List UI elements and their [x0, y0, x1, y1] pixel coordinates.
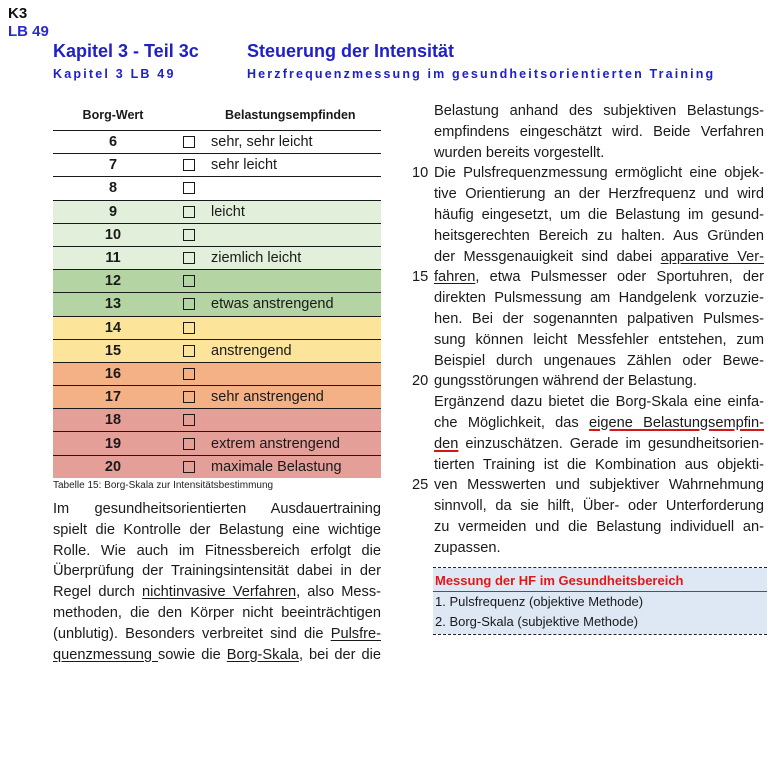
column-header-perception: Belastungsempfinden — [225, 108, 356, 122]
text-segment: , also Mess- — [296, 584, 381, 601]
text-line: wurden bereits vorgestellt. — [434, 144, 605, 161]
text-segment: che Möglichkeit, das — [434, 414, 590, 431]
borg-value: 15 — [104, 342, 122, 359]
text-line: zupassen. — [434, 539, 501, 556]
line-number: 20 — [412, 373, 429, 390]
borg-value: 8 — [108, 180, 118, 197]
text-line: Im gesundheitsorientierten Ausdauertraining — [53, 501, 381, 517]
text-segment: , etwa Pulsmesser oder Sportuhren, der — [475, 269, 764, 286]
info-box-title: Messung der HF im Gesundheitsbereich — [433, 568, 767, 592]
table-row — [53, 130, 381, 153]
checkbox[interactable] — [183, 391, 195, 403]
underlined-term-borg-skala: Borg-Skala — [226, 646, 299, 663]
underlined-term-pulsfrequenzmessung-cont: quenzmessung — [53, 646, 158, 663]
borg-value: 16 — [104, 365, 122, 382]
borg-value: 11 — [105, 250, 121, 267]
table-row — [53, 455, 381, 478]
perception-label: ziemlich leicht — [211, 250, 302, 267]
text-line: tive Orientierung an der Herzfrequenz und wird — [434, 186, 764, 203]
perception-label: sehr, sehr leicht — [211, 134, 313, 151]
checkbox[interactable] — [183, 159, 195, 171]
info-box-content — [433, 568, 767, 634]
text-line: häufig eingesetzt, um die Belastung im gesund- — [434, 206, 764, 223]
text-line — [53, 582, 381, 603]
dashed-divider-bottom — [433, 634, 767, 635]
text-line: zu vermeiden und die Belastung individuell an- — [434, 518, 764, 535]
underlined-term-apparative-verfahren: apparative Ver- — [660, 248, 764, 265]
table-row — [53, 339, 381, 362]
text-line: Belastung anhand des subjektiven Belastungs- — [434, 103, 764, 119]
text-line: sung können leicht Messfehler entstehen, zum — [434, 331, 764, 348]
text-line: Ergänzend dazu bietet die Borg-Skala eine einfa- — [434, 394, 764, 411]
table-row — [53, 385, 381, 408]
borg-value: 18 — [104, 412, 122, 429]
info-box-item: 2. Borg-Skala (subjektive Methode) — [435, 614, 639, 629]
text-segment: der Messgenauigkeit sind dabei — [434, 248, 661, 265]
body-text-right — [412, 101, 765, 559]
table-row — [53, 316, 381, 339]
text-line: methoden, die den Körper nicht beeinträchtigen — [53, 604, 381, 621]
checkbox[interactable] — [183, 322, 195, 334]
text-segment: einzuschätzen. Gerade im gesundheitsorien- — [458, 435, 764, 452]
table-header — [53, 100, 381, 130]
text-line — [53, 645, 381, 666]
text-line: hen. Bei der sogenannten palpativen Pulsmes- — [434, 310, 764, 327]
text-segment: Die Pulsfrequenzmessung ermöglicht eine objek- — [434, 165, 764, 182]
text-segment: gungsstörungen während der Belastung. — [434, 373, 697, 390]
perception-label: sehr anstrengend — [211, 389, 324, 406]
table-row — [53, 292, 381, 315]
perception-label: extrem anstrengend — [211, 435, 340, 452]
borg-value: 12 — [104, 273, 122, 290]
table-row — [53, 200, 381, 223]
borg-value: 6 — [108, 134, 118, 151]
corner-chapter-code: K3 — [8, 5, 28, 22]
text-line — [412, 163, 764, 184]
underlined-term-nichtinvasive-verfahren: nichtinvasive Verfahren — [142, 584, 297, 601]
text-line: sinnvoll, da sie hilft, Über- oder Unterforderung — [434, 498, 764, 515]
table-row — [53, 269, 381, 292]
borg-value: 20 — [104, 458, 122, 475]
line-number: 10 — [412, 165, 429, 182]
text-segment: sowie die — [157, 646, 227, 663]
checkbox[interactable] — [183, 182, 195, 194]
table-row — [53, 246, 381, 269]
corner-page-code: LB 49 — [8, 23, 49, 40]
chapter-subheading: Kapitel 3 LB 49 — [53, 67, 176, 81]
borg-value: 17 — [104, 389, 122, 406]
checkbox[interactable] — [183, 136, 195, 148]
checkbox[interactable] — [183, 298, 195, 310]
info-box-item: 1. Pulsfrequenz (objektive Methode) — [435, 594, 644, 609]
text-line: empfindens eingeschätzt wird. Beide Verfahren — [434, 123, 764, 140]
red-underlined-term-belastungsempfinden-cont: den — [434, 435, 459, 452]
text-segment: Regel durch — [53, 584, 143, 601]
table-row — [53, 431, 381, 454]
perception-label: sehr leicht — [211, 157, 278, 174]
text-line — [434, 434, 764, 455]
checkbox[interactable] — [183, 252, 195, 264]
table-row — [53, 223, 381, 246]
text-segment: ven Messwerten und subjektiver Wahrnehmung — [434, 477, 764, 494]
borg-value: 7 — [108, 157, 118, 174]
text-line: heitsgerechten Bereich zu halten. Aus Gründen — [434, 227, 764, 244]
text-segment: (unblutig). Besonders verbreitet sind die — [53, 625, 331, 642]
checkbox[interactable] — [183, 275, 195, 287]
text-line: direkten Pulsmessung am Handgelenk vorzuzie- — [434, 290, 764, 307]
text-line — [412, 475, 764, 496]
checkbox[interactable] — [183, 368, 195, 380]
text-line: tierten Training ist die Kombination aus objekti- — [434, 456, 764, 473]
borg-scale-table — [53, 100, 381, 478]
text-line: spielt die Kontrolle der Belastung eine wichtige — [53, 521, 381, 538]
checkbox[interactable] — [183, 229, 195, 241]
perception-label: etwas anstrengend — [211, 296, 334, 313]
info-box-hf-measurement — [433, 567, 767, 635]
table-row — [53, 176, 381, 199]
table-row — [53, 362, 381, 385]
checkbox[interactable] — [183, 461, 195, 473]
red-underlined-term-belastungsempfinden: eigene Belastungsempfin- — [589, 414, 765, 431]
text-segment: , bei der die — [298, 646, 381, 663]
table-row — [53, 153, 381, 176]
checkbox[interactable] — [183, 206, 195, 218]
text-line — [412, 267, 764, 288]
borg-value: 9 — [108, 203, 118, 220]
underlined-term-pulsfrequenzmessung: Pulsfre- — [330, 625, 381, 642]
table-caption: Tabelle 15: Borg-Skala zur Intensitätsbestimmung — [53, 480, 274, 491]
body-text-left — [53, 499, 381, 665]
table-row — [53, 408, 381, 431]
borg-value: 19 — [104, 435, 122, 452]
text-line: Beispiel durch ungenaues Zählen oder Bewe- — [434, 352, 764, 369]
perception-label: maximale Belastung — [211, 458, 342, 475]
page-subtitle: Herzfrequenzmessung im gesundheitsorientierten Training — [247, 67, 716, 81]
text-line: Überprüfung der Trainingsintensität dabei in der — [53, 563, 381, 580]
text-line: Rolle. Wie auch im Fitnessbereich erfolgt die — [53, 542, 381, 559]
page-title: Steuerung der Intensität — [247, 41, 455, 61]
text-line — [53, 624, 381, 645]
borg-value: 13 — [104, 296, 122, 313]
line-number: 15 — [412, 269, 429, 286]
perception-label: anstrengend — [211, 342, 292, 359]
table-body — [53, 130, 381, 478]
checkbox[interactable] — [183, 438, 195, 450]
perception-label: leicht — [211, 203, 245, 220]
text-line — [412, 371, 764, 392]
checkbox[interactable] — [183, 414, 195, 426]
column-header-borg-value: Borg-Wert — [82, 108, 144, 122]
borg-value: 14 — [104, 319, 122, 336]
checkbox[interactable] — [183, 345, 195, 357]
chapter-heading: Kapitel 3 - Teil 3c — [53, 41, 199, 61]
underlined-term-apparative-verfahren-cont: fahren — [434, 269, 476, 286]
text-line — [434, 413, 764, 434]
text-line — [434, 247, 764, 268]
borg-value: 10 — [104, 226, 122, 243]
line-number: 25 — [412, 477, 429, 494]
